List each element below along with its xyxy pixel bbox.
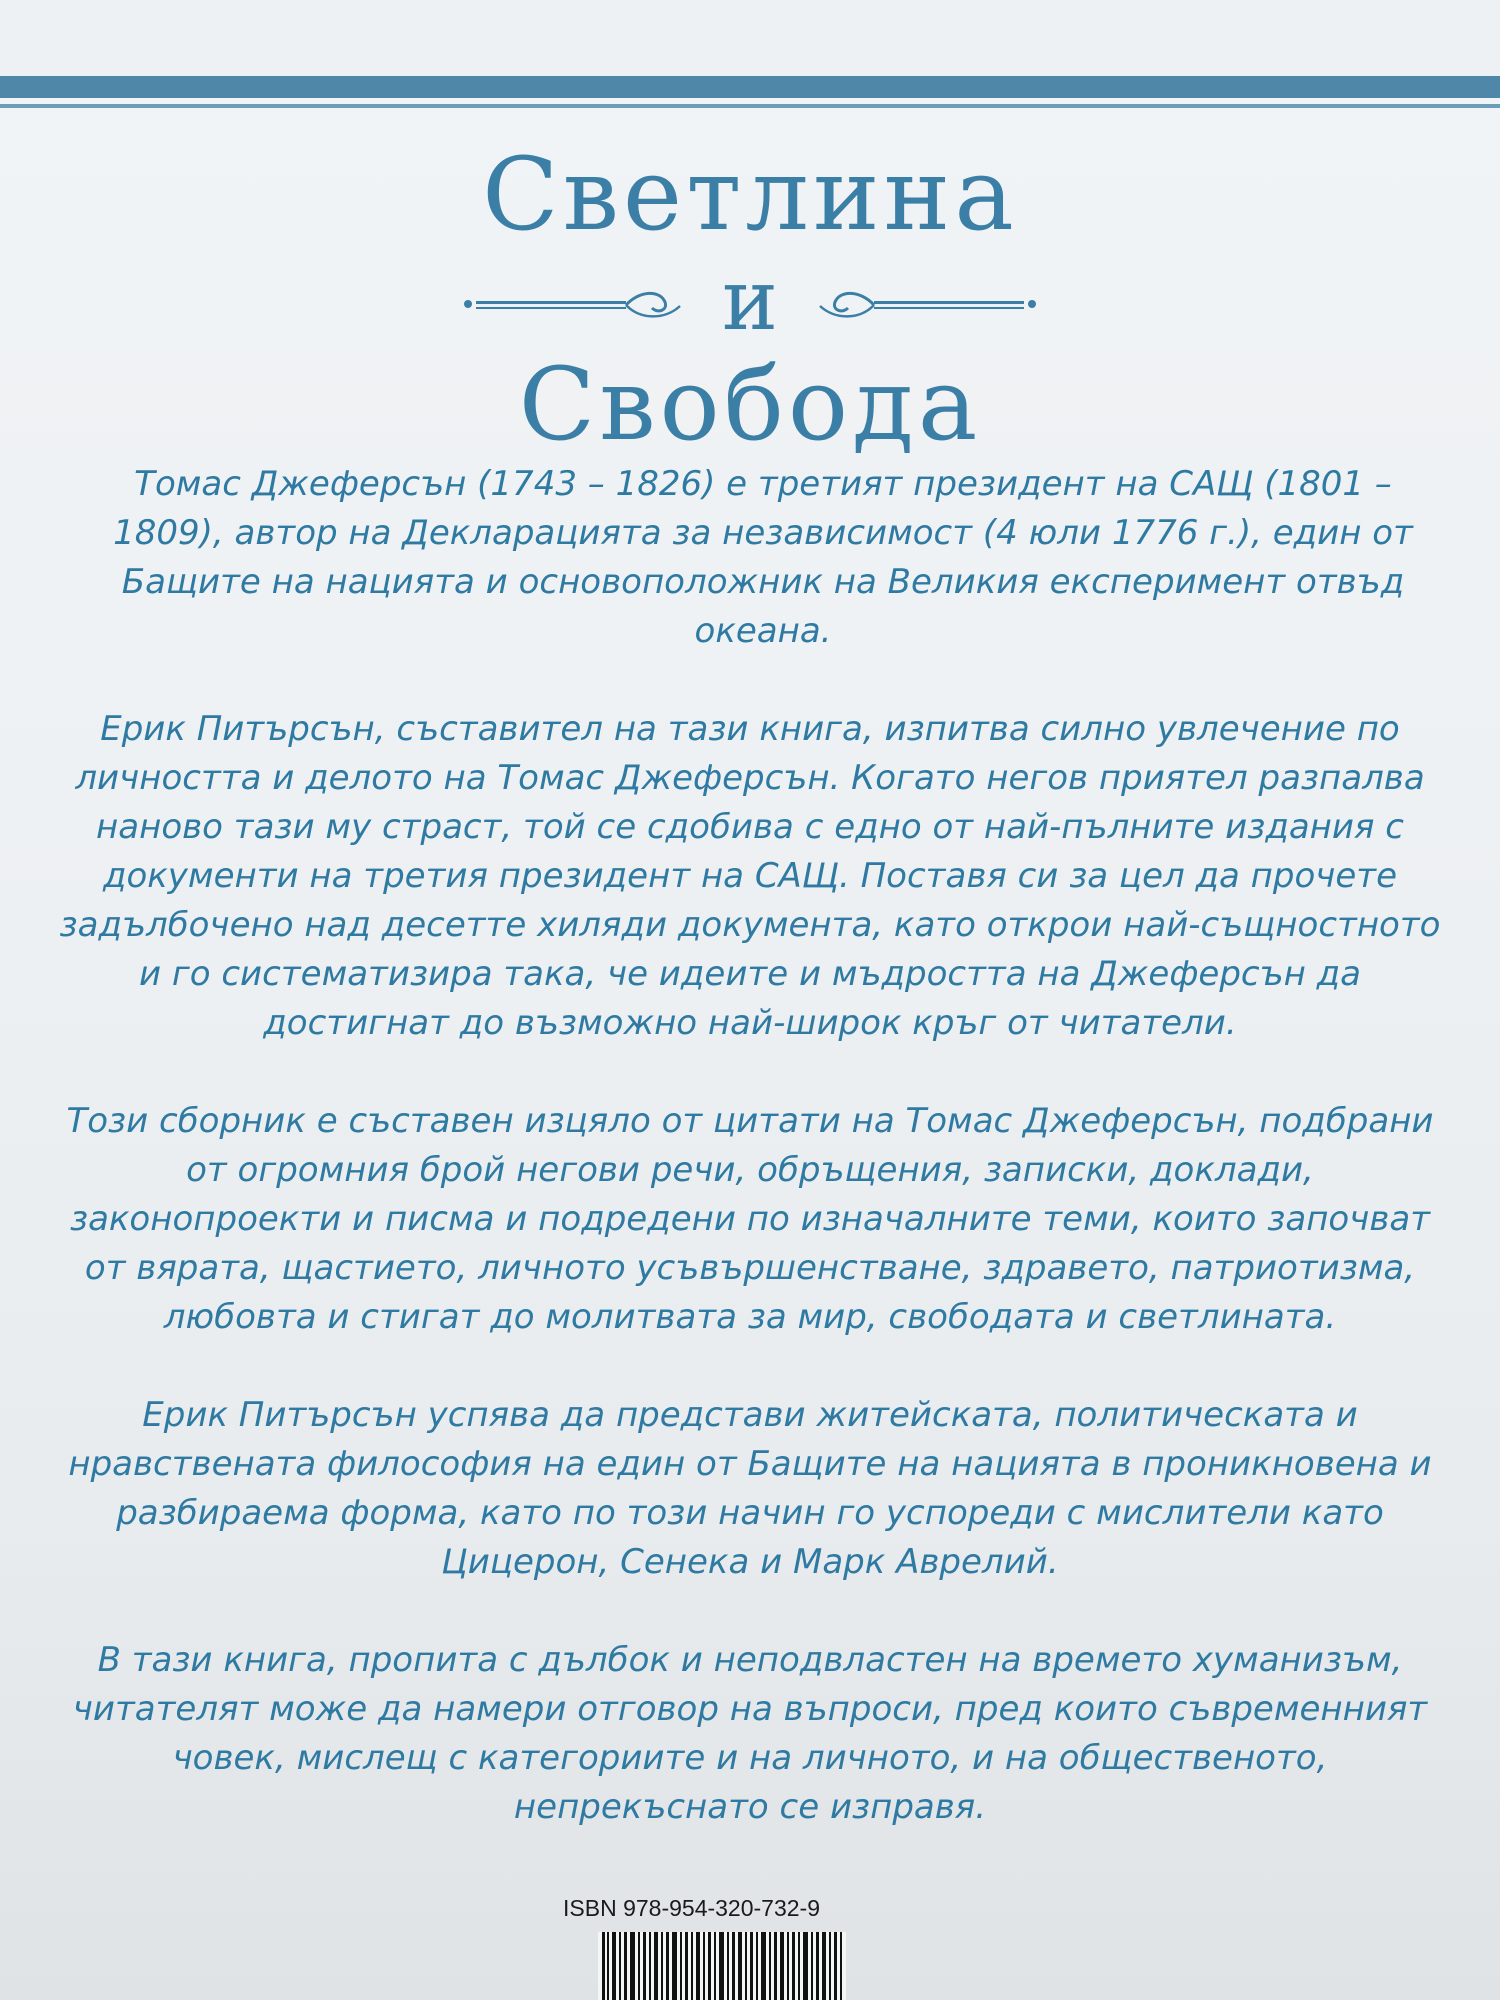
title-word-1: Светлина xyxy=(482,136,1018,253)
paragraph-jefferson-bio: Томас Джеферсън (1743 – 1826) е третият президент на САЩ (1801 – 1809), автор на Декларацията за независимост (4 юли 1776 г.), един от Бащите на нацията и основоположник на Великия експеримент отвъд океана. xyxy=(113,464,1413,651)
isbn-label: ISBN 978-954-320-732-9 xyxy=(563,1895,820,1921)
left-ornament-icon xyxy=(460,284,700,324)
title-and-row xyxy=(0,250,1500,350)
top-thin-stripe xyxy=(0,104,1500,108)
top-decorative-stripe xyxy=(0,76,1500,98)
title-word-2: Свобода xyxy=(518,346,982,463)
barcode-icon xyxy=(598,1932,846,2000)
paragraph-collection: Този сборник е съставен изцяло от цитати на Томас Джеферсън, подбрани от огромния брой негови речи, обръщения, записки, доклади, законопроекти и писма и подредени по изначалните теми, които започват от вярата, щастието, личното усъвършенстване, здравето, патриотизма, любовта и стигат до молитвата за мир, свободата и светлината. xyxy=(66,1101,1434,1337)
paragraph-compiler: Ерик Питърсън, съставител на тази книга, изпитва силно увлечение по личността и делото на Томас Джеферсън. Когато негов приятел разпалва наново тази му страст, той се сдобива с едно от най-пълните издания с документи на третия президент на САЩ. Поставя си за цел да прочете задълбочено над десетте хиляди документа, като открои най-същностното и го систематизира така, че идеите и мъдростта на Джеферсън да достигнат до възможно най-широк кръг от читатели. xyxy=(59,709,1441,1043)
title-and-word: и xyxy=(722,251,778,349)
back-cover-description xyxy=(48,460,1452,1881)
paragraph-humanism: В тази книга, пропита с дълбок и неподвластен на времето хуманизъм, читателят може да намери отговор на въпроси, пред които съвременният човек, мислещ с категориите и на личното, и на общественото, непрекъснато се изправя. xyxy=(72,1640,1428,1827)
top-background-band xyxy=(0,0,1500,76)
title-line-2 xyxy=(0,346,1500,463)
book-title xyxy=(0,136,1500,463)
right-ornament-icon xyxy=(800,284,1040,324)
paragraph-philosophy: Ерик Питърсън успява да представи житейската, политическата и нравствената философия на един от Бащите на нацията в проникновена и разбираема форма, като по този начин го успореди с мислители като Цицерон, Сенека и Марк Аврелий. xyxy=(68,1395,1432,1582)
title-line-1 xyxy=(0,136,1500,253)
